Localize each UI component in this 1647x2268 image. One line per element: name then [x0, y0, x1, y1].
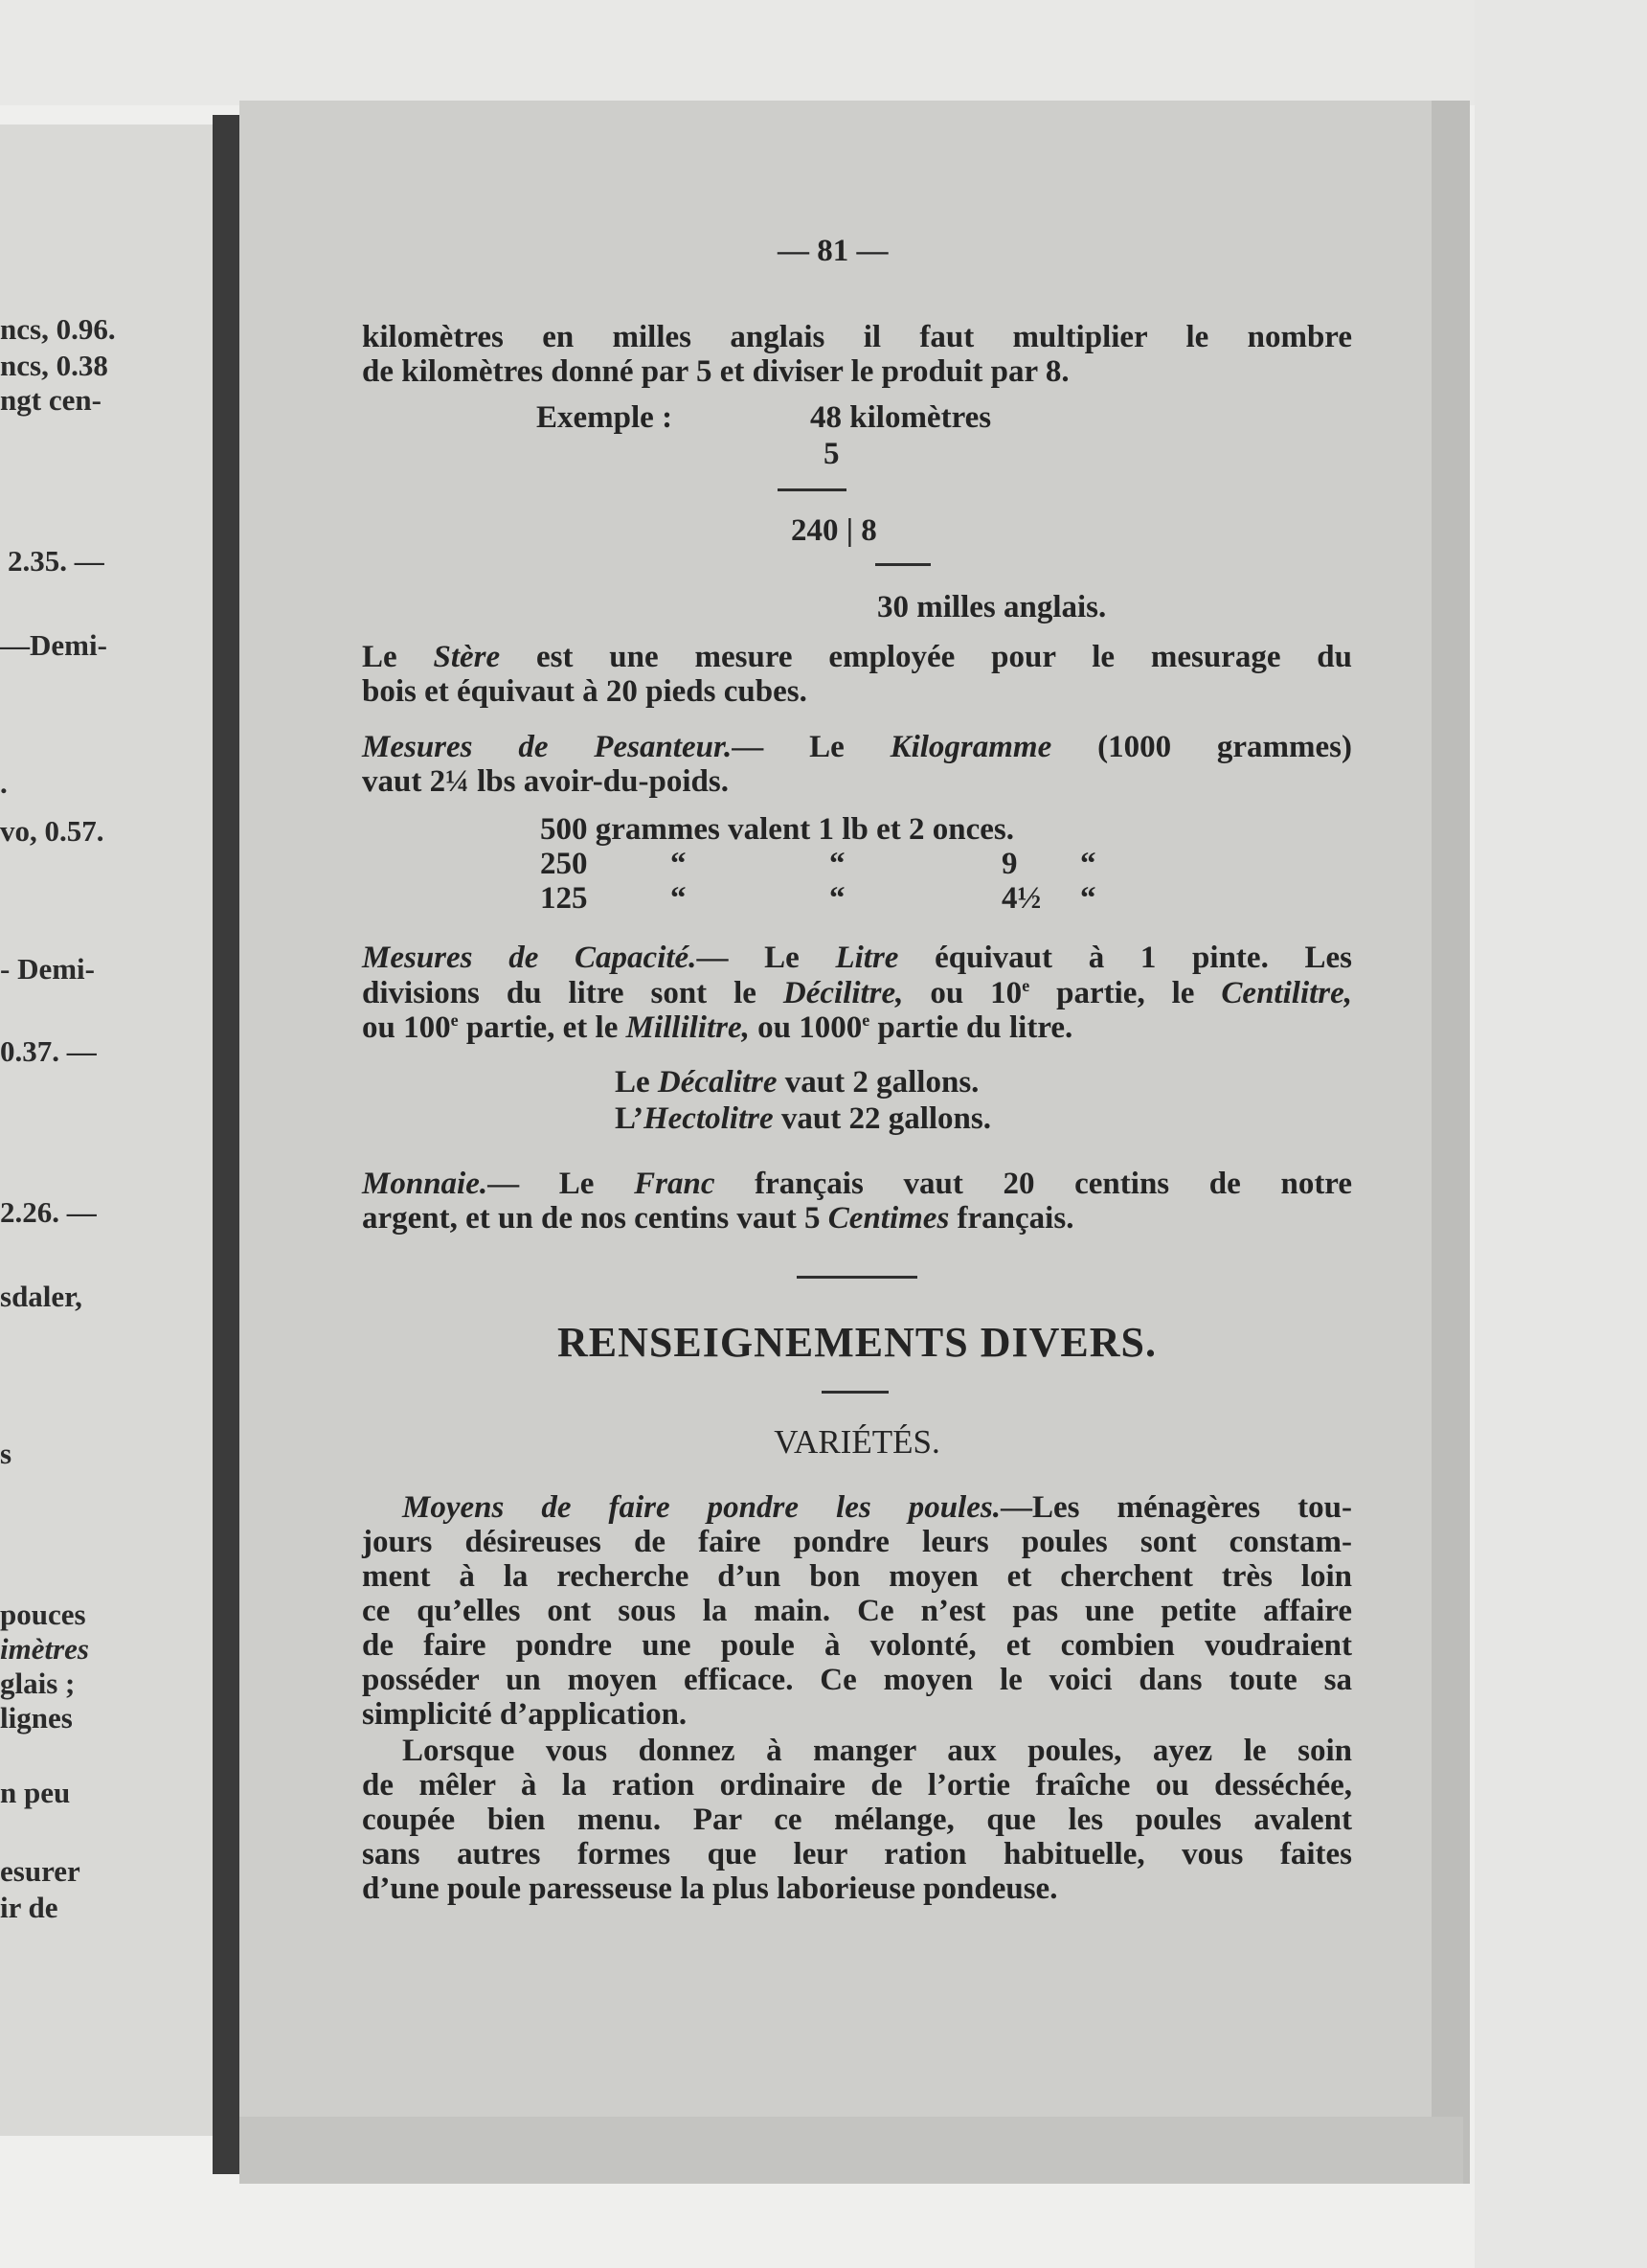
weight-ounces-unit: onces.: [932, 812, 1014, 847]
text-line: [362, 1203, 1073, 1235]
superscript: e: [450, 1010, 459, 1030]
text-line: d’une poule paresseuse la plus laborieuse pondeuse.: [362, 1871, 1058, 1906]
section-rule: [822, 1391, 889, 1394]
weight-unit: grammes: [595, 812, 720, 847]
weight-pounds: 1 lb: [818, 812, 869, 847]
text-line: vaut 2¼ lbs avoir-du-poids.: [362, 764, 729, 799]
text-span: ou 100: [362, 1010, 451, 1045]
text-span: est une mesure employée pour le mesurage du: [536, 640, 1353, 674]
left-fragment: —Demi-: [0, 628, 107, 662]
text-span: français vaut 20 centins de notre: [755, 1167, 1353, 1201]
left-fragment: ncs, 0.38: [0, 349, 108, 382]
example-multiplier: 5: [824, 437, 840, 471]
page-number: — 81 —: [778, 234, 889, 268]
section-lead: Mesures de Capacité.: [362, 941, 697, 975]
example-label: Exemple :: [536, 400, 673, 435]
text-line: simplicité d’application.: [362, 1697, 688, 1732]
text-span: équivaut à 1 pinte. Les: [935, 941, 1353, 975]
term-centimes: Centimes: [827, 1201, 950, 1236]
text-span: partie, et le: [465, 1010, 619, 1045]
text-line: de mêler à la ration ordinaire de l’ortie fraîche ou desséchée,: [362, 1768, 1352, 1803]
text-span: — Le: [732, 730, 845, 764]
text-span: Le: [362, 640, 397, 674]
weight-row: [540, 814, 1014, 846]
term-kilogramme: Kilogramme: [890, 730, 1052, 764]
paragraph-lead: Moyens de faire pondre les poules.: [402, 1490, 1001, 1525]
scan-border-right: [1475, 0, 1647, 2268]
text-line: [362, 1011, 1072, 1044]
left-fragment: s: [0, 1437, 12, 1470]
page-bottom-shadow: [239, 2117, 1463, 2184]
text-line: kilomètres en milles anglais il faut multiplier le nombre: [362, 320, 1352, 354]
text-line: [402, 1492, 1352, 1524]
text-line: [362, 977, 1352, 1009]
left-fragment: imètres: [0, 1632, 89, 1666]
book-gutter: [213, 115, 239, 2174]
weight-qty: 250: [540, 847, 588, 881]
text-line: [362, 642, 1352, 673]
example-rule: [778, 488, 846, 491]
example-division: 240 | 8: [791, 513, 877, 548]
superscript: e: [862, 1010, 870, 1030]
text-span: ou 1000: [757, 1010, 863, 1045]
section-lead: Mesures de Pesanteur.: [362, 730, 733, 764]
text-span: — Le: [696, 941, 800, 975]
term-stere: Stère: [433, 640, 501, 674]
facing-page-left: [0, 125, 213, 2136]
weight-ounces: 4½: [1002, 881, 1042, 916]
left-fragment: 2.26. —: [0, 1195, 97, 1229]
text-span: Le: [615, 1065, 650, 1100]
section-title: RENSEIGNEMENTS DIVERS.: [557, 1319, 1157, 1366]
left-fragment: lignes: [0, 1701, 73, 1735]
left-fragment: vo, 0.57.: [0, 814, 104, 848]
left-fragment: .: [0, 766, 8, 800]
text-span: ou 10: [930, 976, 1023, 1010]
ditto-mark: “: [829, 881, 846, 916]
left-fragment: - Demi-: [0, 952, 95, 986]
text-line: ce qu’elles ont sous la main. Ce n’est pas une petite affaire: [362, 1594, 1352, 1628]
term-centilitre: Centilitre,: [1221, 976, 1353, 1010]
weight-qty: 500: [540, 812, 588, 847]
weight-conj: et: [876, 812, 901, 847]
text-span: —Les ménagères tou-: [1000, 1490, 1352, 1525]
left-fragment: ncs, 0.96.: [0, 312, 116, 346]
text-line: [615, 1067, 979, 1099]
ditto-mark: “: [1080, 881, 1096, 916]
section-lead: Monnaie.: [362, 1167, 488, 1201]
left-fragment: pouces: [0, 1598, 86, 1631]
page-edge: [1432, 101, 1470, 2184]
superscript: e: [1022, 976, 1030, 995]
left-fragment: n peu: [0, 1776, 71, 1809]
term-litre: Litre: [835, 941, 899, 975]
text-line: jours désireuses de faire pondre leurs poules sont constam-: [362, 1525, 1352, 1559]
text-line: posséder un moyen efficace. Ce moyen le voici dans toute sa: [362, 1663, 1352, 1697]
text-span: vaut 22 gallons.: [780, 1101, 991, 1136]
text-span: (1000 grammes): [1097, 730, 1352, 764]
left-fragment: glais ;: [0, 1667, 76, 1700]
term-millilitre: Millilitre,: [625, 1010, 750, 1045]
term-franc: Franc: [634, 1167, 715, 1201]
text-line: [362, 732, 1352, 763]
left-fragment: ir de: [0, 1891, 58, 1924]
text-line: ment à la recherche d’un bon moyen et cherchent très loin: [362, 1559, 1352, 1594]
text-span: L’: [615, 1101, 643, 1136]
text-span: argent, et un de nos centins vaut 5: [362, 1201, 821, 1236]
text-line: bois et équivaut à 20 pieds cubes.: [362, 674, 807, 709]
left-fragment: ngt cen-: [0, 383, 102, 417]
text-line: [362, 1168, 1352, 1200]
text-line: de kilomètres donné par 5 et diviser le produit par 8.: [362, 354, 1070, 389]
left-fragment: esurer: [0, 1854, 80, 1888]
example-result: 30 milles anglais.: [877, 590, 1107, 624]
ditto-mark: “: [670, 881, 687, 916]
text-line: coupée bien menu. Par ce mélange, que les poules avalent: [362, 1803, 1352, 1837]
weight-verb: valent: [728, 812, 811, 847]
text-line: sans autres formes que leur ration habituelle, vous faites: [362, 1837, 1352, 1871]
ditto-mark: “: [670, 847, 687, 881]
subsection-title: VARIÉTÉS.: [774, 1423, 940, 1461]
text-line: de faire pondre une poule à volonté, et combien voudraient: [362, 1628, 1352, 1663]
text-span: partie, le: [1056, 976, 1195, 1010]
text-span: divisions du litre sont le: [362, 976, 756, 1010]
section-rule: [797, 1276, 917, 1279]
ditto-mark: “: [829, 847, 846, 881]
weight-ounces: 9: [1002, 847, 1018, 881]
text-line: [615, 1103, 991, 1135]
weight-ounces: 2: [908, 812, 925, 847]
example-rule: [875, 563, 931, 566]
text-span: français.: [957, 1201, 1074, 1236]
text-span: vaut 2 gallons.: [784, 1065, 980, 1100]
ditto-mark: “: [1080, 847, 1096, 881]
weight-qty: 125: [540, 881, 588, 916]
term-decilitre: Décilitre,: [782, 976, 904, 1010]
left-fragment: 0.37. —: [0, 1034, 97, 1068]
scan-border-top: [0, 0, 1647, 105]
left-fragment: 2.35. —: [8, 544, 104, 578]
text-line: [362, 942, 1352, 974]
text-span: — Le: [487, 1167, 595, 1201]
term-hectolitre: Hectolitre: [643, 1101, 774, 1136]
text-line: Lorsque vous donnez à manger aux poules, ayez le soin: [402, 1734, 1352, 1768]
text-span: partie du litre.: [877, 1010, 1073, 1045]
example-value: 48 kilomètres: [810, 400, 992, 435]
left-fragment: sdaler,: [0, 1280, 82, 1313]
term-decalitre: Décalitre: [657, 1065, 778, 1100]
